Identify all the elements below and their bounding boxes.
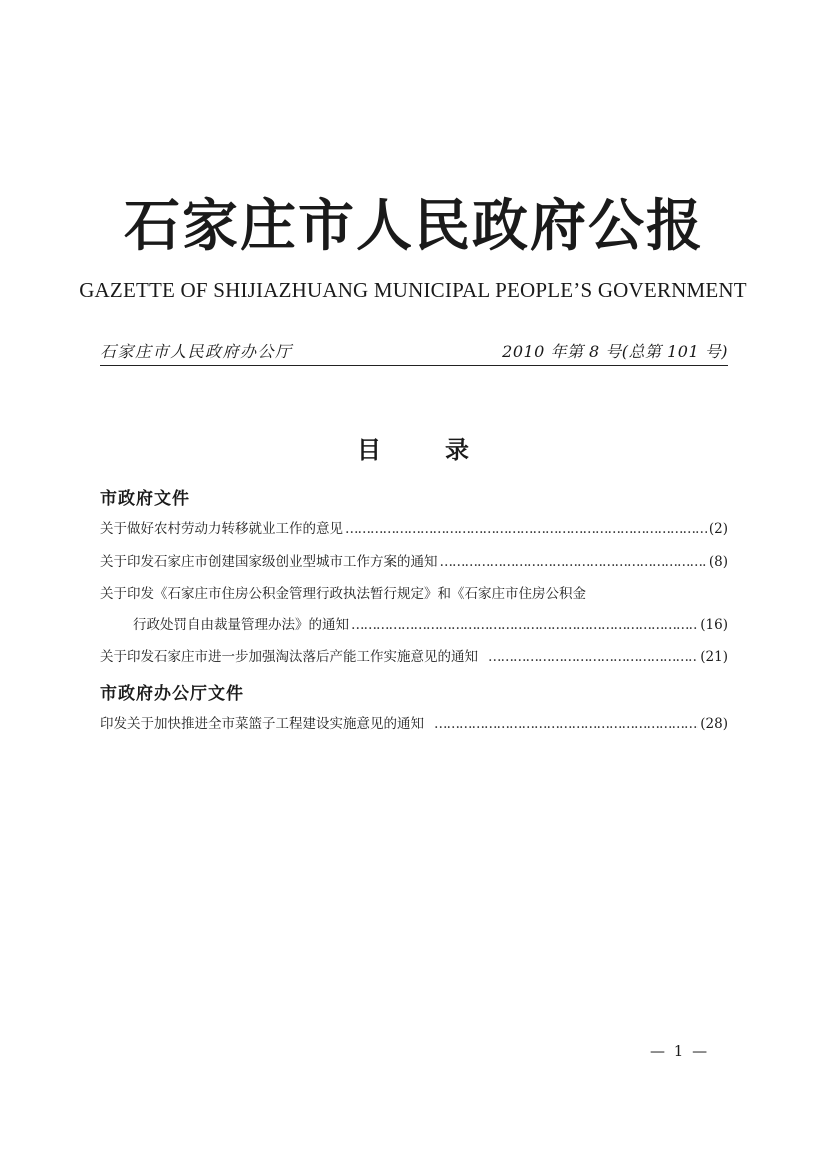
- toc-entry[interactable]: [100, 712, 728, 734]
- toc-entry-page: (21): [700, 649, 728, 665]
- title-char: 庄: [240, 193, 296, 259]
- title-char: 人: [356, 193, 412, 259]
- dot-leader: [434, 716, 698, 732]
- toc-entry[interactable]: [100, 582, 728, 604]
- toc-entry-title-continuation: 行政处罚自由裁量管理办法》的通知: [133, 617, 349, 633]
- toc-entry-page: (16): [700, 617, 728, 633]
- toc-entry-title: 关于做好农村劳动力转移就业工作的意见: [100, 521, 343, 537]
- title-char: 石: [124, 193, 180, 259]
- dot-leader: [345, 521, 707, 537]
- title-char: 公: [588, 193, 644, 259]
- toc-entry-title: 关于印发石家庄市创建国家级创业型城市工作方案的通知: [100, 554, 438, 570]
- dot-leader: [488, 649, 698, 665]
- toc-entry[interactable]: [100, 550, 728, 572]
- toc-entry-continuation[interactable]: [100, 613, 728, 635]
- publisher-name: 石家庄市人民政府办公厅: [100, 342, 293, 361]
- toc-entry-page: (2): [708, 521, 728, 537]
- issue-number: 2010 年第 8 号(总第 101 号): [502, 342, 728, 361]
- toc-entry[interactable]: [100, 645, 728, 667]
- gazette-subtitle: GAZETTE OF SHIJIAZHUANG MUNICIPAL PEOPLE’S GOVERNMENT: [79, 278, 747, 302]
- page-number: — 1 —: [650, 1042, 710, 1060]
- title-char: 市: [298, 193, 354, 259]
- dot-leader: [440, 554, 707, 570]
- toc-entry-page: (8): [708, 554, 728, 570]
- toc-entry-title: 关于印发《石家庄市住房公积金管理行政执法暂行规定》和《石家庄市住房公积金: [100, 586, 586, 602]
- toc-entry[interactable]: [100, 517, 728, 539]
- section-title-general-office: 市政府办公厅文件: [100, 684, 244, 704]
- dot-leader: [351, 617, 698, 633]
- section-title-municipal-government: 市政府文件: [100, 489, 190, 509]
- toc-entry-title: 印发关于加快推进全市菜篮子工程建设实施意见的通知: [100, 716, 424, 732]
- toc-entry-page: (28): [700, 716, 728, 732]
- title-char: 报: [646, 193, 702, 259]
- toc-entry-title: 关于印发石家庄市进一步加强淘汰落后产能工作实施意见的通知: [100, 649, 478, 665]
- issue-row: [100, 337, 728, 366]
- title-char: 府: [530, 193, 586, 259]
- title-char: 民: [414, 193, 470, 259]
- toc-heading-char: 录: [445, 436, 469, 464]
- toc-heading: [0, 430, 826, 465]
- title-char: 政: [472, 193, 528, 259]
- gazette-title: [80, 186, 746, 266]
- title-char: 家: [182, 193, 238, 259]
- toc-heading-char: 目: [357, 436, 381, 464]
